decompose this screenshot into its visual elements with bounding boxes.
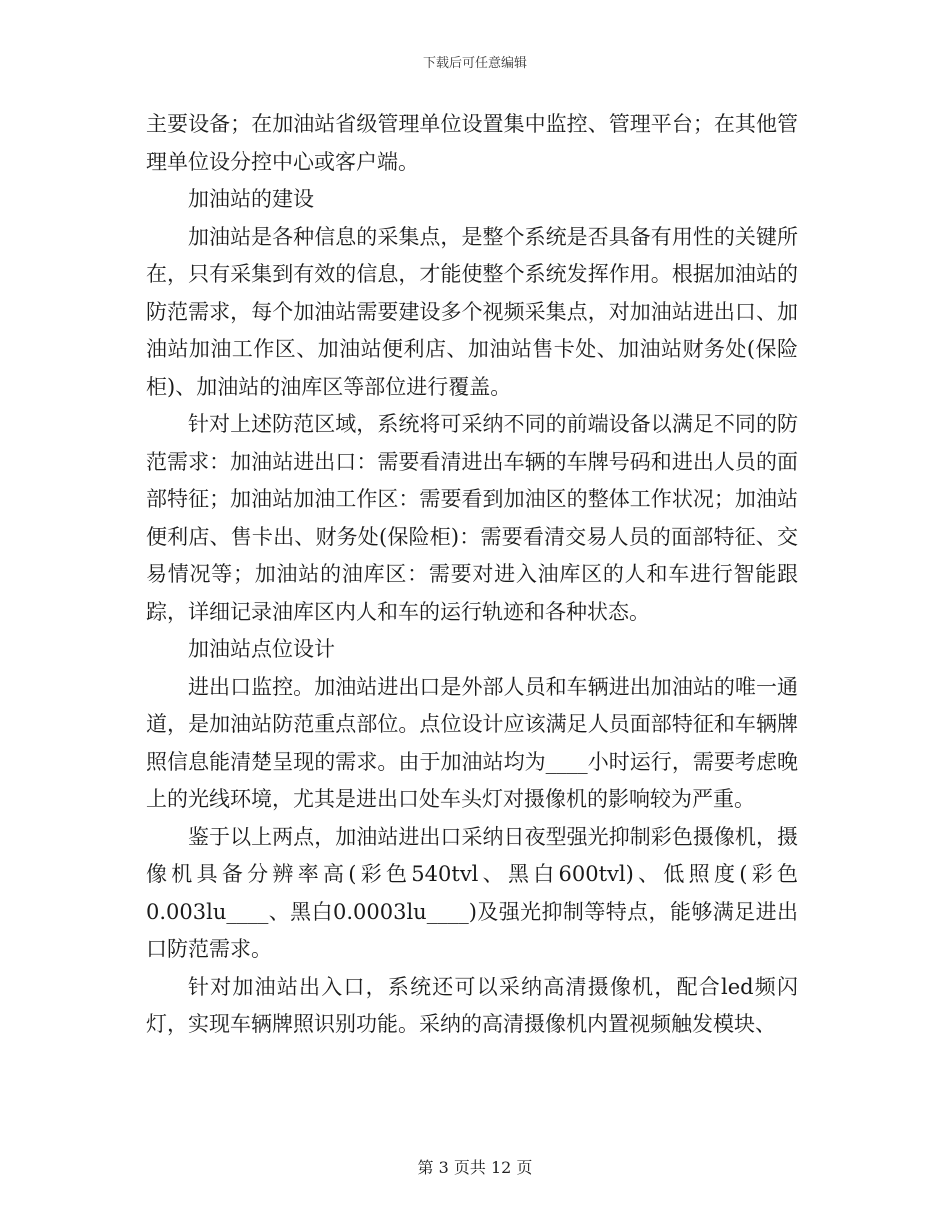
paragraph: 针对加油站出入口，系统还可以采纳高清摄像机，配合led频闪灯，实现车辆牌照识别功能。采纳的高清摄像机内置视频触发模块、 (146, 974, 798, 1036)
paragraph: 加油站是各种信息的采集点，是整个系统是否具备有用性的关键所在，只有采集到有效的信息，才能使整个系统发挥作用。根据加油站的防范需求，每个加油站需要建设多个视频采集点，对加油站进出口、加油站加油工作区、加油站便利店、加油站售卡处、加油站财务处(保险柜)、加油站的油库区等部位进行覆盖。 (146, 224, 798, 399)
section-heading-construction: 加油站的建设 (188, 187, 314, 211)
paragraph: 针对上述防范区域，系统将可采纳不同的前端设备以满足不同的防范需求：加油站进出口：需要看清进出车辆的车牌号码和进出人员的面部特征；加油站加油工作区：需要看到加油区的整体工作状况；加油站便利店、售卡出、财务处(保险柜)：需要看清交易人员的面部特征、交易情况等；加油站的油库区：需要对进入油库区的人和车进行智能跟踪，详细记录油库区内人和车的运行轨迹和各种状态。 (146, 412, 798, 624)
page-header: 下载后可任意编辑 (422, 56, 527, 71)
paragraph: 进出口监控。加油站进出口是外部人员和车辆进出加油站的唯一通道，是加油站防范重点部位。点位设计应该满足人员面部特征和车辆牌照信息能清楚呈现的需求。由于加油站均为____小时运行，需要考虑晚上的光线环境，尤其是进出口处车头灯对摄像机的影响较为严重。 (146, 674, 798, 811)
section-heading-point-design: 加油站点位设计 (188, 637, 335, 661)
paragraph-continuation: 主要设备；在加油站省级管理单位设置集中监控、管理平台；在其他管理单位设分控中心或客户端。 (146, 112, 798, 174)
document-body (146, 106, 798, 1044)
paragraph: 鉴于以上两点，加油站进出口采纳日夜型强光抑制彩色摄像机，摄像机具备分辨率高(彩色540tvl、黑白600tvl)、低照度(彩色0.003lu____、黑白0.0003lu____)及强光抑制等特点，能够满足进出口防范需求。 (146, 824, 798, 961)
page-number: 第 3 页共 12 页 (417, 1158, 533, 1177)
